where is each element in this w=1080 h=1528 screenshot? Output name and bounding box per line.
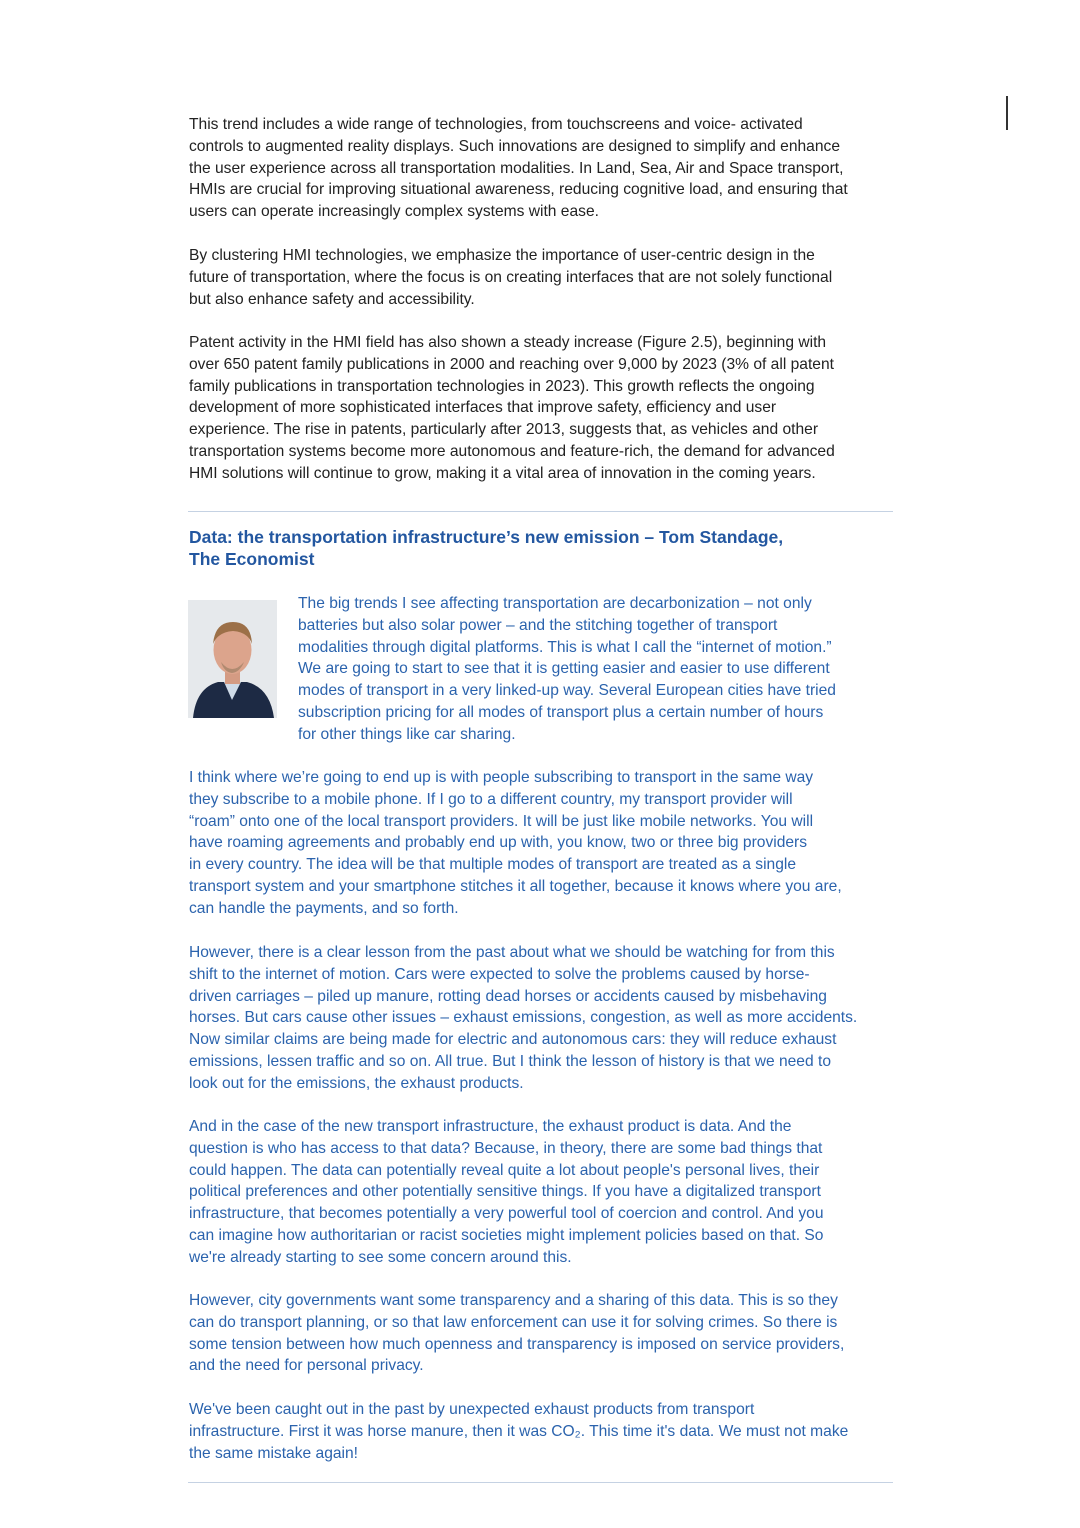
quote-paragraph: However, there is a clear lesson from the past about what we should be watching for from this shift to the internet of motion. Cars were expected to solve the problems caused by horse- driven carriages – piled up manure, rotting dead horses or accidents caused by misbehaving horses. But cars cause other issues – exhaust emissions, congestion, as well as more accidents. Now similar claims are being made for electric and autonomous cars: they will reduce exhaust emissions, lessen traffic and so on. All true. But I think the lesson of history is that we need to look out for the emissions, the exhaust products. (189, 944, 858, 1092)
page-margin-marker (1006, 96, 1008, 130)
quote-paragraph: However, city governments want some transparency and a sharing of this data. This is so they can do transport planning, or so that law enforcement can use it for solving crimes. So there is some tension between how much openness and transparency is imposed on service providers, and the need for personal privacy. (189, 1292, 845, 1375)
quote-paragraph: We've been caught out in the past by unexpected exhaust products from transport infrastructure. First it was horse manure, then it was CO₂. This time it's data. We must not make the same mistake again! (189, 1401, 849, 1462)
box-bottom-divider (188, 1482, 893, 1483)
portrait-photo (188, 600, 277, 718)
quote-paragraph: And in the case of the new transport infrastructure, the exhaust product is data. And the question is who has access to that data? Because, in theory, there are some bad things that could happen. The data can potentially reveal quite a lot about people's personal lives, their political preferences and other potentially sensitive things. If you have a digitalized transport infrastructure, that becomes potentially a very powerful tool of coercion and control. And you can imagine how authoritarian or racist societies might implement policies based on that. So we're already starting to see some concern around this. (189, 1118, 824, 1266)
intro-paragraph: By clustering HMI technologies, we emphasize the importance of user-centric design in the future of transportation, where the focus is on creating interfaces that are not solely functional but also enhance safety and accessibility. (189, 247, 833, 308)
box-top-divider (188, 511, 893, 512)
quote-paragraph: I think where we’re going to end up is with people subscribing to transport in the same way they subscribe to a mobile phone. If I go to a different country, my transport provider will “roam” onto one of the local transport providers. It will be just like mobile networks. You will have roaming agreements and probably end up with, you know, two or three big providers in every country. The idea will be that multiple modes of transport are treated as a single transport system and your smartphone stitches it all together, because it knows where you are, can handle the payments, and so forth. (189, 769, 842, 917)
box-heading: Data: the transportation infrastructure’s new emission – Tom Standage, The Economist (189, 527, 784, 569)
quote-intro: The big trends I see affecting transportation are decarbonization – not only batteries but also solar power – and the stitching together of transport modalities through digital platforms. This is what I call the “internet of motion.” We are going to start to see that it is getting easier and easier to use different modes of transport in a very linked-up way. Several European cities have tried subscription pricing for all modes of transport plus a certain number of hours for other things like car sharing. (298, 595, 836, 743)
intro-paragraph: This trend includes a wide range of technologies, from touchscreens and voice- activated controls to augmented reality displays. Such innovations are designed to simplify and enhance the user experience across all transportation modalities. In Land, Sea, Air and Space transport, HMIs are crucial for improving situational awareness, reducing cognitive load, and ensuring that users can operate increasingly complex systems with ease. (189, 116, 848, 221)
intro-paragraph: Patent activity in the HMI field has also shown a steady increase (Figure 2.5), beginning with over 650 patent family publications in 2000 and reaching over 9,000 by 2023 (3% of all patent family publications in transportation technologies in 2023). This growth reflects the ongoing development of more sophisticated interfaces that improve safety, efficiency and user experience. The rise in patents, particularly after 2013, suggests that, as vehicles and other transportation systems become more autonomous and feature-rich, the demand for advanced HMI solutions will continue to grow, making it a vital area of innovation in the coming years. (189, 334, 835, 482)
